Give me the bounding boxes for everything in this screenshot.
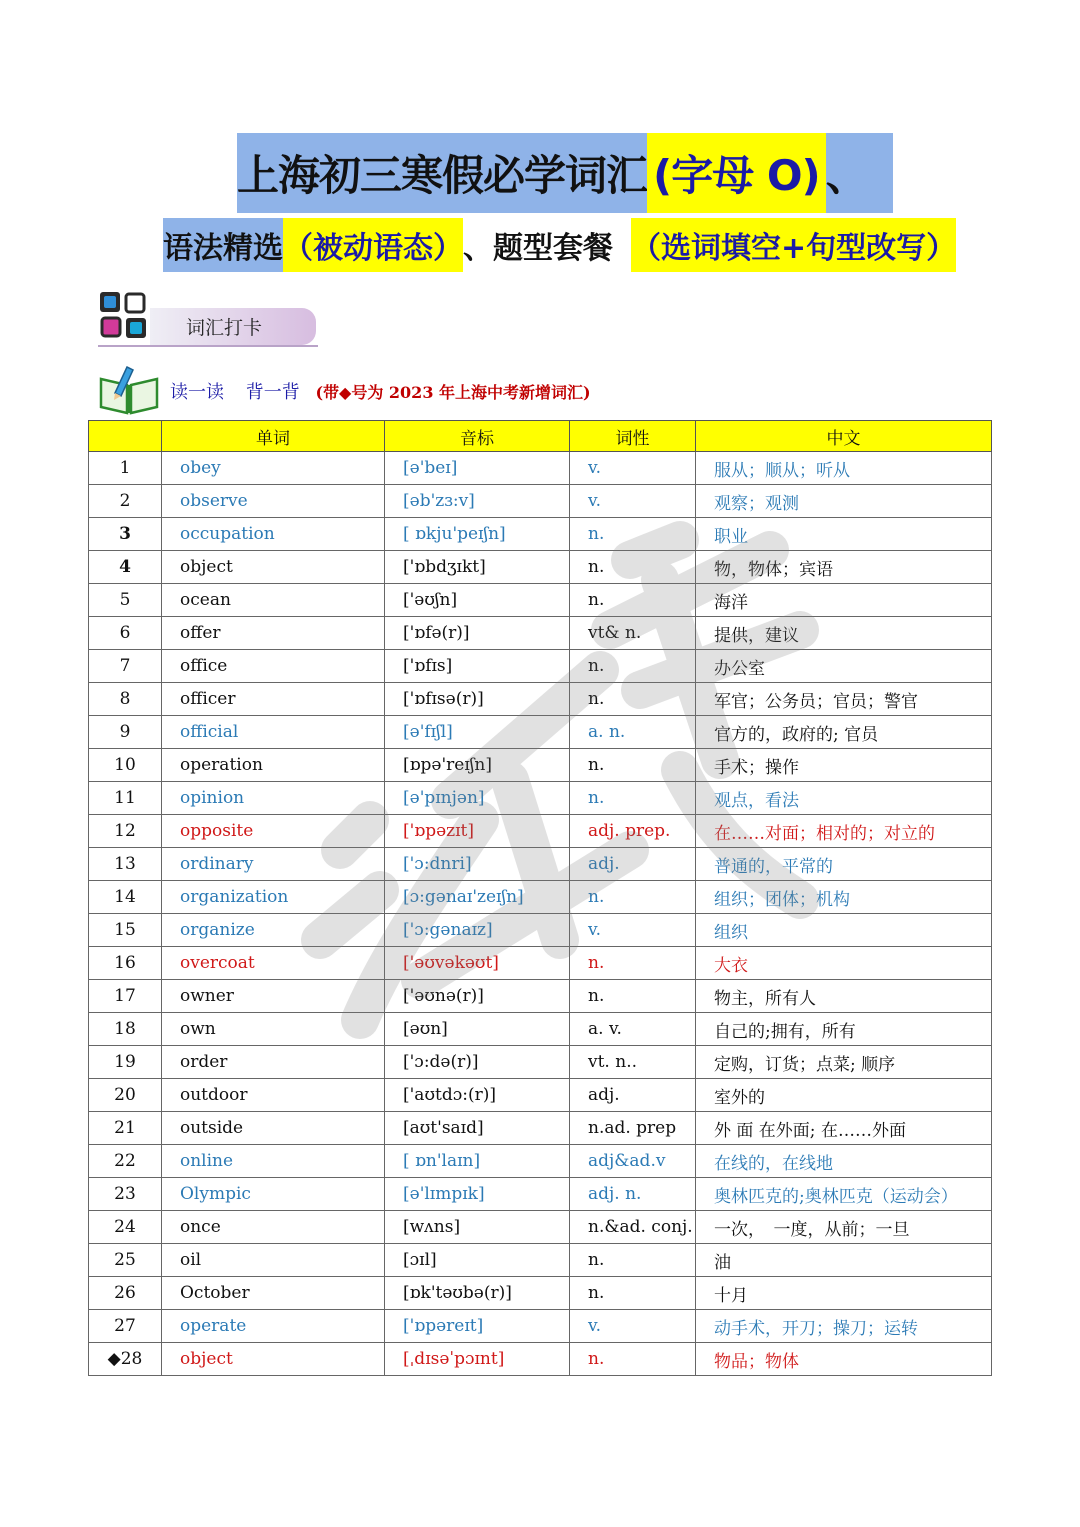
row-number: 1 [89, 452, 162, 485]
row-phonetic: [ə'fɪʃl] [385, 716, 570, 749]
row-phonetic: ['ɒfɪsə(r)] [385, 683, 570, 716]
row-number: 8 [89, 683, 162, 716]
row-chinese: 提供，建议 [696, 617, 992, 650]
row-word: outside [162, 1112, 385, 1145]
row-chinese: 奥林匹克的;奥林匹克（运动会） [696, 1178, 992, 1211]
row-number: 11 [89, 782, 162, 815]
row-phonetic: [ɒk'təʊbə(r)] [385, 1277, 570, 1310]
row-number: 6 [89, 617, 162, 650]
row-number: 12 [89, 815, 162, 848]
row-chinese: 动手术，开刀；操刀；运转 [696, 1310, 992, 1343]
table-row [89, 1244, 992, 1277]
row-part-of-speech: adj&ad.v [570, 1145, 696, 1178]
row-word: opinion [162, 782, 385, 815]
row-part-of-speech: n. [570, 1277, 696, 1310]
row-number: 9 [89, 716, 162, 749]
row-phonetic: ['əʊʃn] [385, 584, 570, 617]
row-word: October [162, 1277, 385, 1310]
title-exercise-types: （选词填空+句型改写） [631, 218, 956, 272]
row-word: occupation [162, 518, 385, 551]
row-phonetic: [ˌdɪsəˈpɔɪnt] [385, 1343, 570, 1376]
row-word: opposite [162, 815, 385, 848]
row-number: 13 [89, 848, 162, 881]
row-phonetic: [əʊn] [385, 1013, 570, 1046]
row-word: once [162, 1211, 385, 1244]
row-number: 16 [89, 947, 162, 980]
row-number: 22 [89, 1145, 162, 1178]
table-row [89, 1013, 992, 1046]
table-row [89, 716, 992, 749]
row-phonetic: [ɔ:gənaɪ'zeɪʃn] [385, 881, 570, 914]
table-row [89, 980, 992, 1013]
row-part-of-speech: adj. n. [570, 1178, 696, 1211]
row-part-of-speech: vt& n. [570, 617, 696, 650]
header-part-of-speech: 词性 [570, 421, 696, 452]
row-word: object [162, 551, 385, 584]
row-word: ordinary [162, 848, 385, 881]
row-chinese: 观察；观测 [696, 485, 992, 518]
row-phonetic: [ ɒn'laɪn] [385, 1145, 570, 1178]
table-row [89, 1277, 992, 1310]
row-number: 26 [89, 1277, 162, 1310]
section-badge: 词汇打卡 [150, 308, 316, 345]
table-row [89, 1178, 992, 1211]
row-part-of-speech: v. [570, 452, 696, 485]
row-number: 5 [89, 584, 162, 617]
header-number [89, 421, 162, 452]
row-part-of-speech: n. [570, 1244, 696, 1277]
table-row [89, 584, 992, 617]
table-row [89, 452, 992, 485]
row-word: online [162, 1145, 385, 1178]
row-chinese: 油 [696, 1244, 992, 1277]
row-chinese: 普通的，平常的 [696, 848, 992, 881]
row-phonetic: ['ɒpəzɪt] [385, 815, 570, 848]
row-word: owner [162, 980, 385, 1013]
book-pencil-icon [97, 363, 161, 415]
row-phonetic: [aʊt'saɪd] [385, 1112, 570, 1145]
vocab-table [88, 420, 992, 1376]
recite-label: 背一背 [245, 382, 300, 403]
row-part-of-speech: n. [570, 584, 696, 617]
row-part-of-speech: adj. [570, 848, 696, 881]
row-chinese: 组织 [696, 914, 992, 947]
title-package: 、题型套餐 [463, 218, 631, 272]
row-number: 24 [89, 1211, 162, 1244]
table-row [89, 518, 992, 551]
vocab-table-body [89, 452, 992, 1376]
row-phonetic: ['ɒfɪs] [385, 650, 570, 683]
table-row [89, 551, 992, 584]
row-word: observe [162, 485, 385, 518]
header-chinese: 中文 [696, 421, 992, 452]
table-row [89, 782, 992, 815]
row-phonetic: [ə'beɪ] [385, 452, 570, 485]
row-number: ◆28 [89, 1343, 162, 1376]
row-chinese: 室外的 [696, 1079, 992, 1112]
badge-underline [98, 345, 318, 347]
row-number: 25 [89, 1244, 162, 1277]
row-part-of-speech: n. [570, 683, 696, 716]
row-word: order [162, 1046, 385, 1079]
table-row [89, 1145, 992, 1178]
row-part-of-speech: a. n. [570, 716, 696, 749]
row-phonetic: ['ɒfə(r)] [385, 617, 570, 650]
row-number: 3 [89, 518, 162, 551]
row-phonetic: ['ɒpəreɪt] [385, 1310, 570, 1343]
row-phonetic: [ɔɪl] [385, 1244, 570, 1277]
row-chinese: 组织；团体；机构 [696, 881, 992, 914]
title-line-1 [237, 133, 893, 213]
row-number: 17 [89, 980, 162, 1013]
row-number: 14 [89, 881, 162, 914]
row-word: official [162, 716, 385, 749]
row-word: outdoor [162, 1079, 385, 1112]
table-row [89, 1112, 992, 1145]
row-chinese: 外 面 在外面; 在……外面 [696, 1112, 992, 1145]
row-phonetic: [ ɒkju'peɪʃn] [385, 518, 570, 551]
row-part-of-speech: n. [570, 551, 696, 584]
table-row [89, 1343, 992, 1376]
row-word: organize [162, 914, 385, 947]
title-tail: 、 [826, 133, 893, 213]
header-phonetic: 音标 [385, 421, 570, 452]
row-word: obey [162, 452, 385, 485]
row-part-of-speech: v. [570, 485, 696, 518]
row-word: Olympic [162, 1178, 385, 1211]
row-phonetic: ['ɔ:də(r)] [385, 1046, 570, 1079]
header-word: 单词 [162, 421, 385, 452]
row-phonetic: ['əʊvəkəʊt] [385, 947, 570, 980]
row-chinese: 办公室 [696, 650, 992, 683]
row-phonetic: ['əʊnə(r)] [385, 980, 570, 1013]
row-part-of-speech: n. [570, 518, 696, 551]
row-word: organization [162, 881, 385, 914]
table-row [89, 947, 992, 980]
table-row [89, 848, 992, 881]
table-row [89, 650, 992, 683]
row-chinese: 十月 [696, 1277, 992, 1310]
row-word: overcoat [162, 947, 385, 980]
table-row [89, 1310, 992, 1343]
row-number: 7 [89, 650, 162, 683]
row-phonetic: [ɒpə'reɪʃn] [385, 749, 570, 782]
row-number: 19 [89, 1046, 162, 1079]
row-phonetic: ['aʊtdɔ:(r)] [385, 1079, 570, 1112]
row-word: offer [162, 617, 385, 650]
row-part-of-speech: n. [570, 749, 696, 782]
row-chinese: 服从；顺从；听从 [696, 452, 992, 485]
row-word: operation [162, 749, 385, 782]
row-word: oil [162, 1244, 385, 1277]
table-row [89, 914, 992, 947]
row-part-of-speech: adj. [570, 1079, 696, 1112]
row-chinese: 军官；公务员；官员；警官 [696, 683, 992, 716]
row-part-of-speech: n.&ad. conj. [570, 1211, 696, 1244]
table-header-row [89, 421, 992, 452]
row-part-of-speech: n. [570, 650, 696, 683]
row-chinese: 手术；操作 [696, 749, 992, 782]
row-phonetic: [wʌns] [385, 1211, 570, 1244]
row-number: 4 [89, 551, 162, 584]
table-row [89, 683, 992, 716]
row-chinese: 一次， 一度，从前；一旦 [696, 1211, 992, 1244]
row-number: 27 [89, 1310, 162, 1343]
row-phonetic: ['ɒbdʒɪkt] [385, 551, 570, 584]
row-part-of-speech: n. [570, 782, 696, 815]
title-passive: （被动语态） [283, 218, 463, 272]
table-row [89, 1046, 992, 1079]
row-phonetic: [əb'zɜ:v] [385, 485, 570, 518]
row-phonetic: ['ɔ:gənaɪz] [385, 914, 570, 947]
row-number: 2 [89, 485, 162, 518]
row-number: 20 [89, 1079, 162, 1112]
row-word: officer [162, 683, 385, 716]
grid-icon [98, 290, 150, 342]
read-label: 读一读 [170, 382, 224, 403]
title-main: 上海初三寒假必学词汇 [237, 133, 647, 213]
row-part-of-speech: vt. n.. [570, 1046, 696, 1079]
table-row [89, 1079, 992, 1112]
row-chinese: 大衣 [696, 947, 992, 980]
title-grammar: 语法精选 [163, 218, 283, 272]
table-row [89, 749, 992, 782]
title-line-2 [163, 218, 956, 272]
row-part-of-speech: n. [570, 947, 696, 980]
row-part-of-speech: n. [570, 980, 696, 1013]
row-part-of-speech: n.ad. prep [570, 1112, 696, 1145]
table-row [89, 1211, 992, 1244]
row-phonetic: [ə'lɪmpɪk] [385, 1178, 570, 1211]
row-number: 15 [89, 914, 162, 947]
row-word: object [162, 1343, 385, 1376]
row-number: 18 [89, 1013, 162, 1046]
row-chinese: 定购，订货；点菜; 顺序 [696, 1046, 992, 1079]
table-row [89, 881, 992, 914]
row-chinese: 官方的，政府的; 官员 [696, 716, 992, 749]
row-word: operate [162, 1310, 385, 1343]
row-part-of-speech: a. v. [570, 1013, 696, 1046]
row-part-of-speech: n. [570, 1343, 696, 1376]
row-chinese: 在……对面；相对的；对立的 [696, 815, 992, 848]
row-phonetic: ['ɔ:dnri] [385, 848, 570, 881]
row-part-of-speech: adj. prep. [570, 815, 696, 848]
table-row [89, 485, 992, 518]
row-part-of-speech: v. [570, 1310, 696, 1343]
row-chinese: 物，物体；宾语 [696, 551, 992, 584]
row-part-of-speech: n. [570, 881, 696, 914]
row-number: 10 [89, 749, 162, 782]
table-row [89, 815, 992, 848]
row-word: ocean [162, 584, 385, 617]
row-chinese: 自己的;拥有，所有 [696, 1013, 992, 1046]
table-row [89, 617, 992, 650]
title-highlight: (字母 O) [647, 133, 826, 213]
row-word: own [162, 1013, 385, 1046]
row-chinese: 职业 [696, 518, 992, 551]
row-number: 21 [89, 1112, 162, 1145]
row-number: 23 [89, 1178, 162, 1211]
row-chinese: 在线的，在线地 [696, 1145, 992, 1178]
row-chinese: 物品；物体 [696, 1343, 992, 1376]
row-chinese: 物主，所有人 [696, 980, 992, 1013]
new-words-note: (带◆号为 2023 年上海中考新增词汇) [315, 383, 591, 402]
row-phonetic: [ə'pɪnjən] [385, 782, 570, 815]
row-word: office [162, 650, 385, 683]
read-instruction-line [170, 378, 591, 404]
row-chinese: 观点，看法 [696, 782, 992, 815]
row-part-of-speech: v. [570, 914, 696, 947]
row-chinese: 海洋 [696, 584, 992, 617]
